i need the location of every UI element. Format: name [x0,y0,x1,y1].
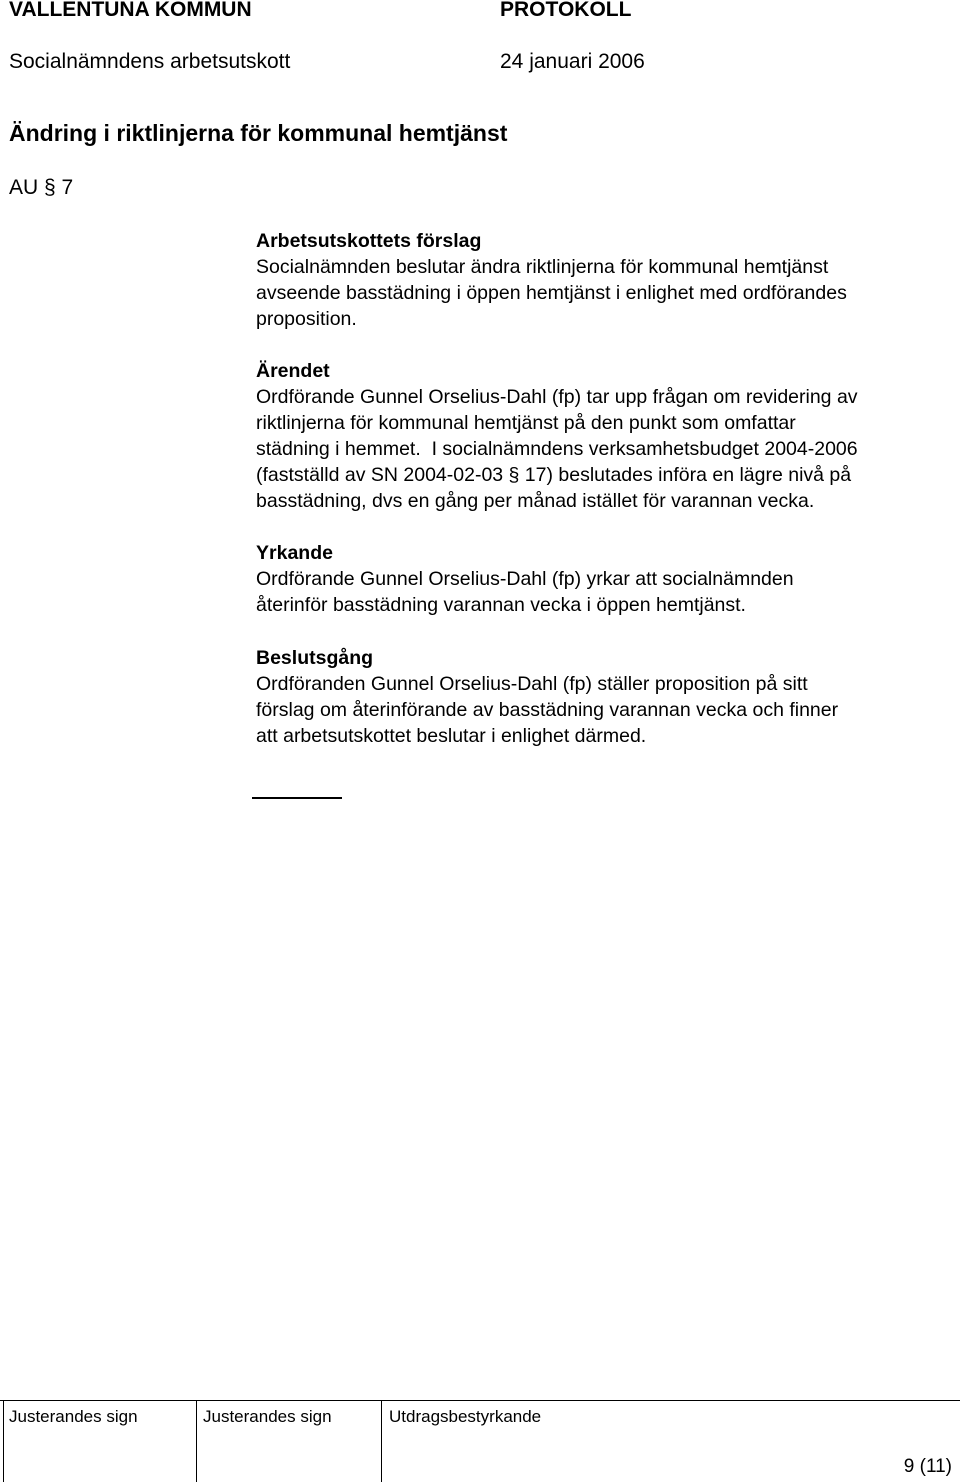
text-line: återinför basstädning varannan vecka i öppen hemtjänst. [256,594,746,616]
section-motion [256,540,956,618]
signature-footer [0,1400,960,1482]
section-heading: Arbetsutskottets förslag [256,230,482,252]
text-line: att arbetsutskottet beslutar i enlighet därmed. [256,725,647,747]
doc-type: PROTOKOLL [500,0,632,21]
extract-box: Utdragsbestyrkande [389,1407,542,1426]
text-line: basstädning, dvs en gång per månad istället för varannan vecka. [256,490,815,512]
text-line: Socialnämnden beslutar ändra riktlinjerna för kommunal hemtjänst [256,256,829,278]
meeting-date: 24 januari 2006 [500,50,645,73]
text-line: förslag om återinförande av basstädning varannan vecka och finner [256,699,839,721]
text-line: proposition. [256,308,357,330]
text-line: (fastställd av SN 2004-02-03 § 17) beslutades införa en lägre nivå på [256,464,852,486]
section-proposal [256,228,956,332]
section-decision [256,645,956,749]
text-line: städning i hemmet. I socialnämndens verksamhetsbudget 2004-2006 [256,438,858,460]
committee-name: Socialnämndens arbetsutskott [9,50,291,73]
footer-divider [381,1400,382,1482]
text-line: Ordförande Gunnel Orselius-Dahl (fp) tar upp frågan om revidering av [256,386,858,408]
text-line: avseende basstädning i öppen hemtjänst i enlighet med ordförandes [256,282,847,304]
text-line: Ordförande Gunnel Orselius-Dahl (fp) yrkar att socialnämnden [256,568,794,590]
paragraph-ref: AU § 7 [9,176,74,199]
section-heading: Ärendet [256,360,330,382]
footer-top-border [0,1400,960,1401]
footer-divider [3,1400,4,1482]
page-number: 9 (11) [903,1456,952,1477]
sign-box-2: Justerandes sign [203,1407,332,1426]
section-matter [256,358,956,514]
footer-divider [196,1400,197,1482]
text-line: Ordföranden Gunnel Orselius-Dahl (fp) ställer proposition på sitt [256,673,808,695]
sign-box-1: Justerandes sign [9,1407,138,1426]
end-rule [252,797,342,799]
document-title: Ändring i riktlinjerna för kommunal hemtjänst [9,120,508,146]
org-name: VALLENTUNA KOMMUN [9,0,252,21]
section-heading: Yrkande [256,542,333,564]
section-heading: Beslutsgång [256,647,374,669]
text-line: riktlinjerna för kommunal hemtjänst på den punkt som omfattar [256,412,796,434]
